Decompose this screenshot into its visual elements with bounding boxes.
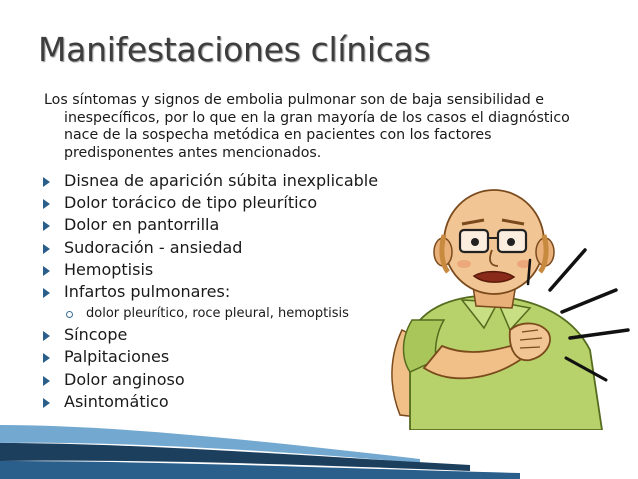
list-item-label: Síncope	[64, 325, 128, 345]
list-item	[40, 346, 378, 368]
triangle-right-icon	[43, 288, 50, 298]
list-item	[40, 170, 378, 192]
slide-title: Manifestaciones clínicas	[38, 30, 431, 69]
chest-pain-man-illustration	[380, 180, 638, 430]
list-item-label: Dolor en pantorrilla	[64, 215, 220, 235]
sub-list-item-label: dolor pleurítico, roce pleural, hemoptisis	[86, 306, 349, 322]
triangle-right-icon	[43, 221, 50, 231]
decorative-swoosh	[0, 395, 638, 479]
ring-icon	[66, 311, 73, 318]
list-item	[40, 281, 378, 303]
list-item	[40, 214, 378, 236]
list-item	[40, 324, 378, 346]
list-item-label: Dolor torácico de tipo pleurítico	[64, 193, 318, 213]
triangle-right-icon	[43, 199, 50, 209]
list-item-label: Infartos pulmonares:	[64, 281, 231, 301]
intro-paragraph: Los síntomas y signos de embolia pulmonar son de baja sensibilidad e inespecíficos, por lo que en la gran mayoría de los casos el diagnóstico nace de la sospecha metódica en pacientes con los factores predisponentes antes mencionados.	[44, 92, 570, 161]
list-item-label: Asintomático	[64, 391, 169, 411]
triangle-right-icon	[43, 353, 50, 363]
list-item	[40, 369, 378, 391]
list-item-label: Disnea de aparición súbita inexplicable	[64, 171, 379, 190]
symptom-list	[40, 170, 378, 413]
triangle-right-icon	[43, 331, 50, 341]
triangle-right-icon	[43, 376, 50, 386]
list-item-label: Palpitaciones	[64, 347, 170, 367]
list-item-label: Dolor anginoso	[64, 369, 185, 389]
triangle-right-icon	[43, 266, 50, 276]
triangle-right-icon	[43, 244, 50, 254]
list-item	[40, 192, 378, 214]
list-item	[40, 237, 378, 259]
list-item-label: Hemoptisis	[64, 259, 154, 279]
list-item-label: Sudoración - ansiedad	[64, 237, 243, 257]
sub-list-item	[40, 303, 378, 324]
triangle-right-icon	[43, 177, 50, 187]
list-item	[40, 259, 378, 281]
